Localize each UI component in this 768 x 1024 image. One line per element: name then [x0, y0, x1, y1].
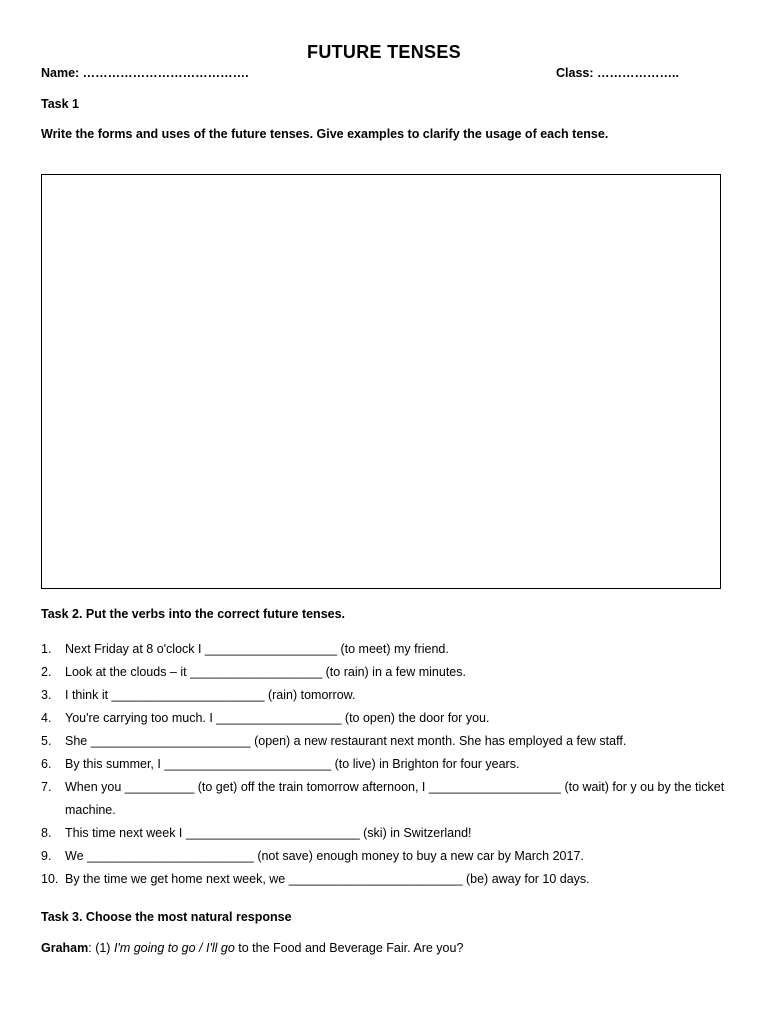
item-number: 9. — [41, 849, 52, 863]
list-item — [41, 822, 731, 845]
item-number: 2. — [41, 665, 52, 679]
task1-heading: Task 1 — [41, 97, 79, 111]
list-item — [41, 730, 731, 753]
item-text: Next Friday at 8 o'clock I ___________________ (to meet) my friend. — [65, 642, 449, 656]
task3-heading: Task 3. Choose the most natural response — [41, 910, 292, 924]
item-number: 4. — [41, 711, 52, 725]
item-text: She _______________________ (open) a new restaurant next month. She has employed a few staff. — [65, 734, 627, 748]
item-text: By this summer, I ________________________ (to live) in Brighton for four years. — [65, 757, 520, 771]
item-number: 1. — [41, 642, 52, 656]
task2-exercise-list — [41, 638, 731, 891]
item-text: We ________________________ (not save) enough money to buy a new car by March 2017. — [65, 849, 584, 863]
item-number: 6. — [41, 757, 52, 771]
list-item — [41, 868, 731, 891]
name-field-label: Name: …………………………………. — [41, 66, 249, 80]
task1-instruction: Write the forms and uses of the future tenses. Give examples to clarify the usage of each tense. — [41, 127, 609, 141]
item-text: When you __________ (to get) off the train tomorrow afternoon, I ___________________ (to wait) for y ou by the ticket machine. — [65, 780, 725, 817]
item-text: You're carrying too much. I __________________ (to open) the door for you. — [65, 711, 490, 725]
task1-answer-box[interactable] — [41, 174, 721, 589]
class-field-label: Class: ……………….. — [556, 66, 679, 80]
item-number: 10. — [41, 872, 59, 886]
item-text: By the time we get home next week, we _________________________ (be) away for 10 days. — [65, 872, 590, 886]
list-item — [41, 684, 731, 707]
item-text: This time next week I _________________________ (ski) in Switzerland! — [65, 826, 472, 840]
item-text: Look at the clouds – it ___________________ (to rain) in a few minutes. — [65, 665, 466, 679]
item-number: 7. — [41, 780, 52, 794]
list-item — [41, 776, 731, 822]
item-number: 3. — [41, 688, 52, 702]
list-item — [41, 707, 731, 730]
list-item — [41, 638, 731, 661]
dialogue-line — [41, 941, 463, 955]
dialogue-rest: to the Food and Beverage Fair. Are you? — [234, 941, 464, 955]
speaker-name: Graham — [41, 941, 89, 955]
list-item — [41, 753, 731, 776]
dialogue-prefix: : (1) — [88, 941, 114, 955]
task2-heading: Task 2. Put the verbs into the correct future tenses. — [41, 607, 346, 621]
choice-options[interactable]: I'm going to go / I'll go — [113, 941, 235, 955]
page-title: FUTURE TENSES — [307, 42, 461, 62]
item-text: I think it ______________________ (rain) tomorrow. — [65, 688, 356, 702]
list-item — [41, 661, 731, 684]
list-item — [41, 845, 731, 868]
item-number: 8. — [41, 826, 52, 840]
item-number: 5. — [41, 734, 52, 748]
